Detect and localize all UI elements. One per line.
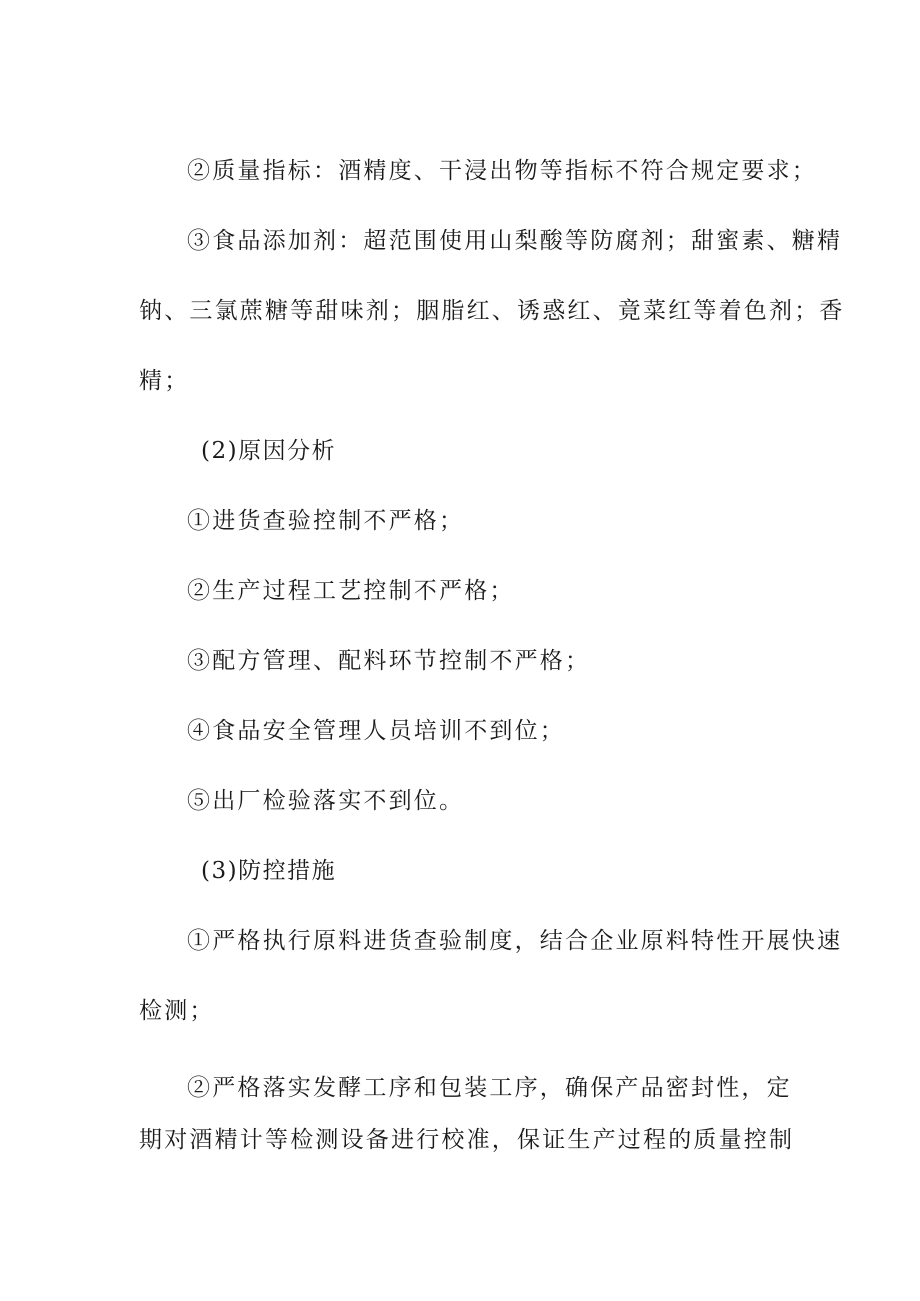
measure-item-1-line-1: ①严格执行原料进货查验制度，结合企业原料特性开展快速 bbox=[187, 928, 843, 954]
food-additive-line-1: ③食品添加剂：超范围使用山梨酸等防腐剂；甜蜜素、糖精 bbox=[187, 228, 843, 254]
cause-item-1: ①进货查验控制不严格； bbox=[187, 508, 465, 534]
prevention-measures-heading: (3)防控措施 bbox=[201, 858, 337, 884]
cause-item-4: ④食品安全管理人员培训不到位； bbox=[187, 718, 565, 744]
food-additive-line-2: 钠、三氯蔗糖等甜味剂；胭脂红、诱惑红、竟菜红等着色剂；香 bbox=[139, 298, 845, 324]
quality-indicator-line: ②质量指标：酒精度、干浸出物等指标不符合规定要求； bbox=[187, 158, 817, 184]
cause-item-5: ⑤出厂检验落实不到位。 bbox=[187, 788, 465, 814]
measure-item-2-line-2: 期对酒精计等检测设备进行校准，保证生产过程的质量控制 bbox=[139, 1127, 795, 1153]
measure-item-2-line-1: ②严格落实发酵工序和包装工序，确保产品密封性，定 bbox=[187, 1075, 792, 1101]
measure-item-1-line-2: 检测； bbox=[139, 998, 215, 1024]
cause-item-3: ③配方管理、配料环节控制不严格； bbox=[187, 648, 591, 674]
cause-item-2: ②生产过程工艺控制不严格； bbox=[187, 578, 515, 604]
food-additive-line-3: 精； bbox=[139, 368, 190, 394]
cause-analysis-heading: (2)原因分析 bbox=[201, 438, 337, 464]
